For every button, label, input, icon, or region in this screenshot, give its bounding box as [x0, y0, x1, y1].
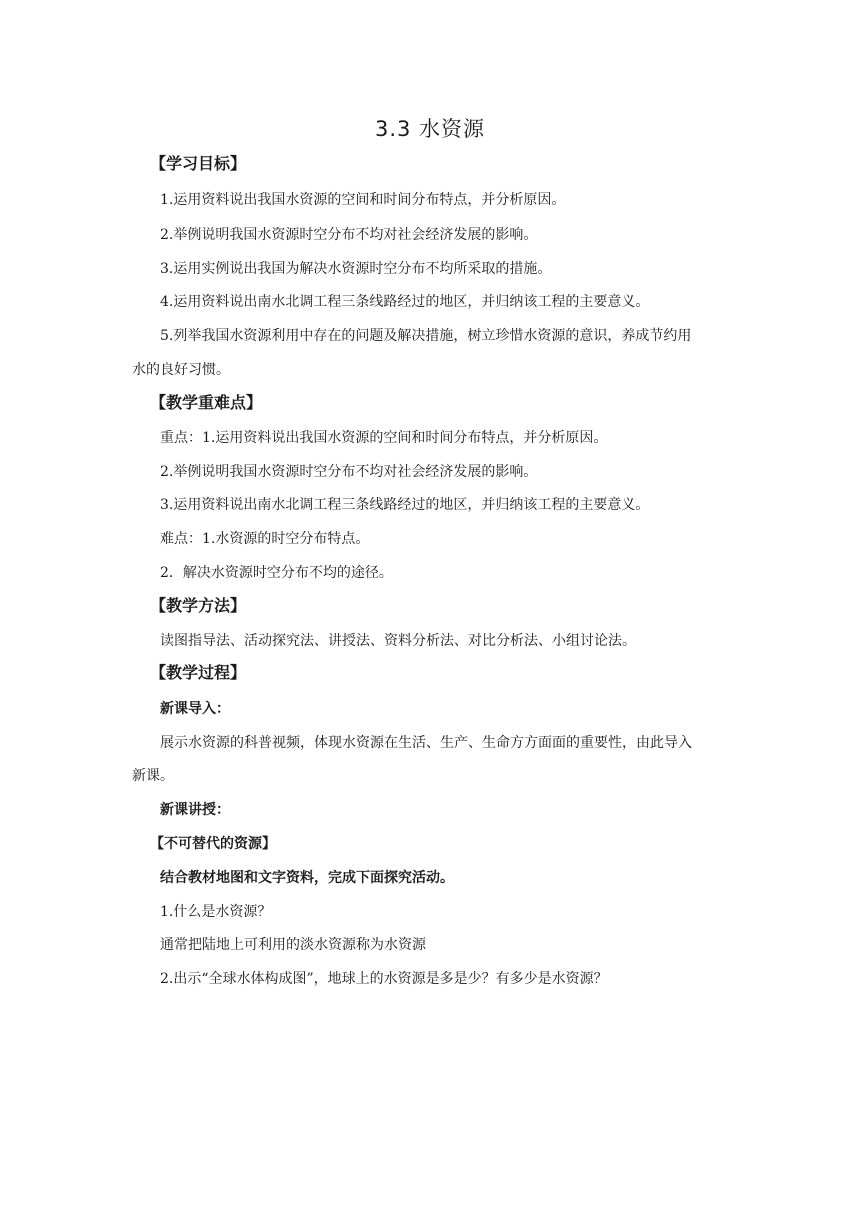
objective-item-5-cont: 水的良好习惯。 [132, 362, 230, 378]
question-1: 1.什么是水资源？ [160, 904, 272, 920]
objective-item-3: 3.运用实例说出我国为解决水资源时空分布不均所采取的措施。 [160, 261, 552, 277]
key-point-3: 3.运用资料说出南水北调工程三条线路经过的地区，并归纳该工程的主要意义。 [160, 497, 650, 513]
key-point-2: 2.举例说明我国水资源时空分布不均对社会经济发展的影响。 [160, 464, 538, 480]
process-heading: 【教学过程】 [150, 663, 247, 682]
difficulty-2: 2．解决水资源时空分布不均的途径。 [160, 565, 393, 581]
intro-line-2: 新课。 [132, 768, 174, 784]
answer-1: 通常把陆地上可利用的淡水资源称为水资源 [160, 937, 426, 953]
intro-label: 新课导入： [160, 701, 230, 717]
objectives-heading: 【学习目标】 [150, 154, 247, 173]
objective-item-1: 1.运用资料说出我国水资源的空间和时间分布特点，并分析原因。 [160, 192, 566, 208]
key-point-1: 重点：1.运用资料说出我国水资源的空间和时间分布特点，并分析原因。 [160, 430, 608, 446]
document-title: 3.3 水资源 [374, 117, 486, 141]
objective-item-5: 5.列举我国水资源利用中存在的问题及解决措施，树立珍惜水资源的意识，养成节约用 [160, 328, 692, 344]
lecture-label: 新课讲授： [160, 802, 230, 818]
intro-line-1: 展示水资源的科普视频，体现水资源在生活、生产、生命方方面面的重要性，由此导入 [160, 735, 692, 751]
objective-item-4: 4.运用资料说出南水北调工程三条线路经过的地区，并归纳该工程的主要意义。 [160, 294, 650, 310]
methods-text: 读图指导法、活动探究法、讲授法、资料分析法、对比分析法、小组讨论法。 [160, 633, 636, 649]
question-2: 2.出示“全球水体构成图”，地球上的水资源是多是少？有多少是水资源？ [160, 971, 608, 987]
key-points-heading: 【教学重难点】 [150, 393, 263, 412]
difficulty-1: 难点：1.水资源的时空分布特点。 [160, 531, 370, 547]
instruction-text: 结合教材地图和文字资料，完成下面探究活动。 [160, 870, 454, 886]
objective-item-2: 2.举例说明我国水资源时空分布不均对社会经济发展的影响。 [160, 227, 538, 243]
methods-heading: 【教学方法】 [150, 596, 247, 615]
section-title: 【不可替代的资源】 [150, 836, 276, 852]
